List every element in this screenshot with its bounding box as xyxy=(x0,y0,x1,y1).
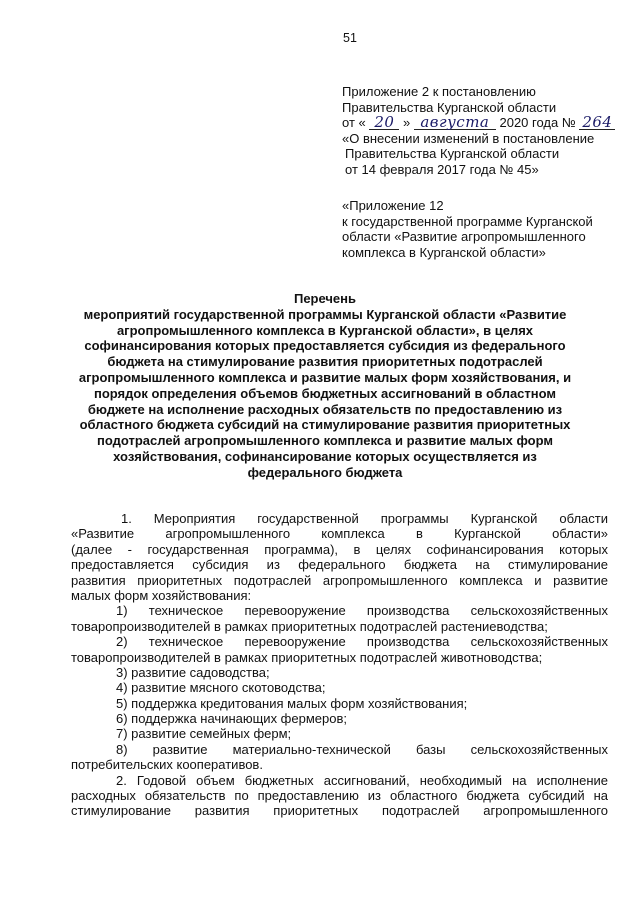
list-item: 6) поддержка начинающих фермеров; xyxy=(116,711,347,727)
title-line: областного бюджета субсидий на стимулирование развития приоритетных xyxy=(79,417,571,433)
title-line: софинансирования которых предоставляется субсидия из федерального xyxy=(84,338,566,354)
title-line: бюджета на стимулирование развития приоритетных подотраслей xyxy=(107,354,543,370)
title-line: подотраслей агропромышленного комплекса и развитие малых форм xyxy=(96,433,554,449)
list-item: 4) развитие мясного скотоводства; xyxy=(116,680,326,696)
appendix-line: Правительства Курганской области xyxy=(342,99,557,115)
appendix-line: Правительства Курганской области xyxy=(345,146,560,162)
list-item: 5) поддержка кредитования малых форм хозяйствования; xyxy=(116,695,468,711)
body-line: 1. Мероприятия государственной программы Курганской области xyxy=(121,511,608,526)
title-line: порядок определения объемов бюджетных ассигнований в областном xyxy=(93,385,557,401)
list-item: 2) техническое перевооружение производства сельскохозяйственных xyxy=(116,634,608,650)
appendix-12-header xyxy=(342,198,627,260)
title-line: агропромышленного комплекса в Курганской области», в целях xyxy=(116,322,534,338)
appendix-date-line xyxy=(342,115,622,131)
title-heading: Перечень xyxy=(293,291,357,306)
body-line: «Развитие агропромышленного комплекса в Курганской области» xyxy=(71,526,608,542)
title-line: федерального бюджета xyxy=(247,464,403,480)
body-line: потребительских кооперативов. xyxy=(71,757,263,773)
doc-number: 264 xyxy=(579,116,615,130)
body-text xyxy=(71,511,608,819)
title-line: агропромышленного комплекса и развитие малых форм хозяйствования, и xyxy=(78,369,572,385)
list-item: 7) развитие семейных ферм; xyxy=(116,726,292,742)
body-line: предоставляется субсидия из федерального бюджета на стимулирование xyxy=(71,557,608,573)
date-month: августа xyxy=(414,116,496,130)
body-line: расходных обязательств по предоставлению из областного бюджета субсидий на xyxy=(71,788,608,804)
appendix12-line: к государственной программе Курганской xyxy=(342,213,593,229)
appendix12-line: комплекса в Курганской области» xyxy=(342,244,546,260)
appendix-line: Приложение 2 к постановлению xyxy=(342,84,536,99)
body-line: стимулирование развития приоритетных подотраслей агропромышленного xyxy=(71,803,608,819)
list-item: 3) развитие садоводства; xyxy=(116,664,270,680)
appendix-line: от 14 февраля 2017 года № 45» xyxy=(345,161,539,177)
appendix-line: «О внесении изменений в постановление xyxy=(342,130,595,146)
appendix12-line: области «Развитие агропромышленного xyxy=(342,229,586,245)
title-line: хозяйствования, софинансирование которых осуществляется из xyxy=(113,448,537,464)
date-mid: » xyxy=(403,115,411,131)
title-line: бюджете на исполнение расходных обязательств по предоставлению из xyxy=(87,401,563,417)
body-line: малых форм хозяйствования: xyxy=(71,587,252,603)
appendix12-line: «Приложение 12 xyxy=(342,198,444,213)
page-number: 51 xyxy=(343,31,357,45)
body-line: товаропроизводителей в рамках приоритетных подотраслей животноводства; xyxy=(71,649,543,665)
list-item: 8) развитие материально-технической базы сельскохозяйственных xyxy=(116,741,608,757)
title-line: мероприятий государственной программы Курганской области «Развитие xyxy=(83,306,567,322)
body-line: товаропроизводителей в рамках приоритетных подотраслей растениеводства; xyxy=(71,618,548,634)
date-year: 2020 года № xyxy=(499,115,576,131)
list-item: 1) техническое перевооружение производства сельскохозяйственных xyxy=(116,603,608,619)
document-title xyxy=(70,291,580,481)
date-day: 20 xyxy=(369,116,399,130)
appendix-header xyxy=(342,84,622,178)
body-line: развития приоритетных подотраслей агропромышленного комплекса и развитие xyxy=(71,572,608,588)
body-line: 2. Годовой объем бюджетных ассигнований, необходимый на исполнение xyxy=(116,772,608,788)
date-prefix: от « xyxy=(342,115,366,131)
body-line: (далее - государственная программа), в целях софинансирования которых xyxy=(71,541,608,557)
